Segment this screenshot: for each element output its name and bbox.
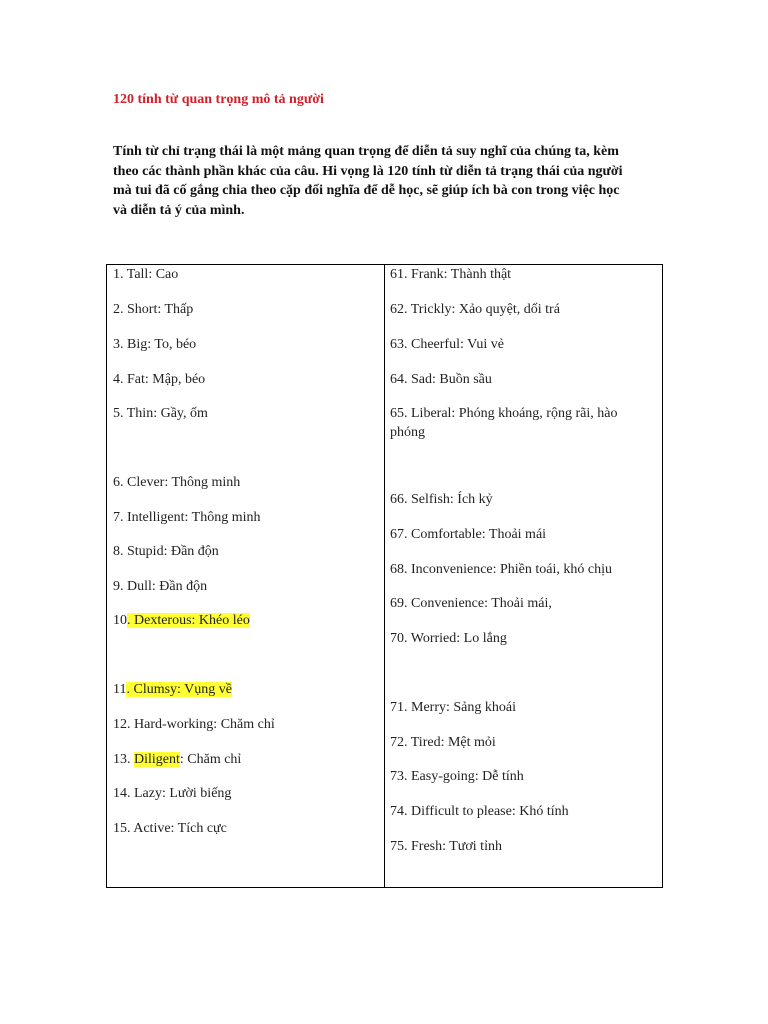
- vocab-entry: [113, 750, 241, 769]
- vocab-entry: 14. Lazy: Lười biếng: [113, 786, 232, 801]
- vocab-entry: 7. Intelligent: Thông minh: [113, 510, 261, 525]
- entry-number: 13.: [113, 752, 134, 767]
- intro-line: mà tui đã cố gắng chia theo cặp đối nghĩa để dễ học, sẽ giúp ích bà con trong việc học: [113, 183, 620, 198]
- vocab-entry: 70. Worried: Lo lắng: [390, 631, 507, 646]
- vocab-entry: 68. Inconvenience: Phiền toái, khó chịu: [390, 562, 612, 577]
- vocab-entry: 74. Difficult to please: Khó tính: [390, 804, 569, 819]
- column-divider: [384, 265, 385, 887]
- vocab-entry: 73. Easy-going: Dễ tính: [390, 769, 524, 784]
- vocab-entry: 2. Short: Thấp: [113, 302, 194, 317]
- vocab-entry: 69. Convenience: Thoải mái,: [390, 596, 552, 611]
- highlighted-text: Diligent: [134, 752, 180, 767]
- intro-line: Tính từ chỉ trạng thái là một mảng quan trọng để diễn tả suy nghĩ của chúng ta, kèm: [113, 144, 619, 159]
- vocab-entry: 12. Hard-working: Chăm chỉ: [113, 717, 275, 732]
- entry-number: 11: [113, 682, 127, 697]
- vocab-entry: 9. Dull: Đần độn: [113, 579, 208, 594]
- vocab-entry: 8. Stupid: Đần độn: [113, 544, 219, 559]
- vocab-entry: 1. Tall: Cao: [113, 267, 179, 282]
- vocab-entry: 75. Fresh: Tươi tỉnh: [390, 839, 502, 854]
- vocab-entry: 62. Trickly: Xảo quyệt, dối trá: [390, 302, 560, 317]
- entry-number: 10: [113, 613, 127, 628]
- vocab-entry: 65. Liberal: Phóng khoáng, rộng rãi, hào phóng: [390, 406, 618, 440]
- vocabulary-table: [106, 264, 663, 888]
- entry-meaning: : Chăm chỉ: [179, 752, 242, 767]
- vocab-entry: [113, 680, 232, 699]
- vocab-entry: 61. Frank: Thành thật: [390, 267, 512, 282]
- intro-line: và diễn tả ý của mình.: [113, 202, 245, 218]
- vocab-entry: 67. Comfortable: Thoải mái: [390, 527, 547, 542]
- vocab-entry: 66. Selfish: Ích kỷ: [390, 492, 493, 507]
- intro-paragraph: [113, 142, 661, 220]
- vocab-entry: 64. Sad: Buồn sầu: [390, 372, 492, 387]
- vocab-entry: 6. Clever: Thông minh: [113, 475, 241, 490]
- intro-line: theo các thành phần khác của câu. Hi vọng là 120 tính từ diễn tả trạng thái của người: [113, 163, 623, 179]
- highlighted-text: . Clumsy: Vụng về: [126, 682, 233, 697]
- vocab-entry: 4. Fat: Mập, béo: [113, 372, 206, 387]
- highlighted-text: . Dexterous: Khéo léo: [127, 613, 250, 628]
- vocab-entry: 5. Thin: Gầy, ốm: [113, 406, 208, 421]
- vocab-entry: 63. Cheerful: Vui vẻ: [390, 337, 504, 352]
- vocab-entry: [113, 611, 250, 630]
- vocab-entry: 72. Tired: Mệt mỏi: [390, 735, 496, 750]
- vocab-entry: 3. Big: To, béo: [113, 337, 197, 352]
- vocab-entry: 71. Merry: Sảng khoái: [390, 700, 516, 715]
- document-title: 120 tính từ quan trọng mô tả người: [113, 92, 324, 107]
- vocab-entry: 15. Active: Tích cực: [113, 821, 227, 836]
